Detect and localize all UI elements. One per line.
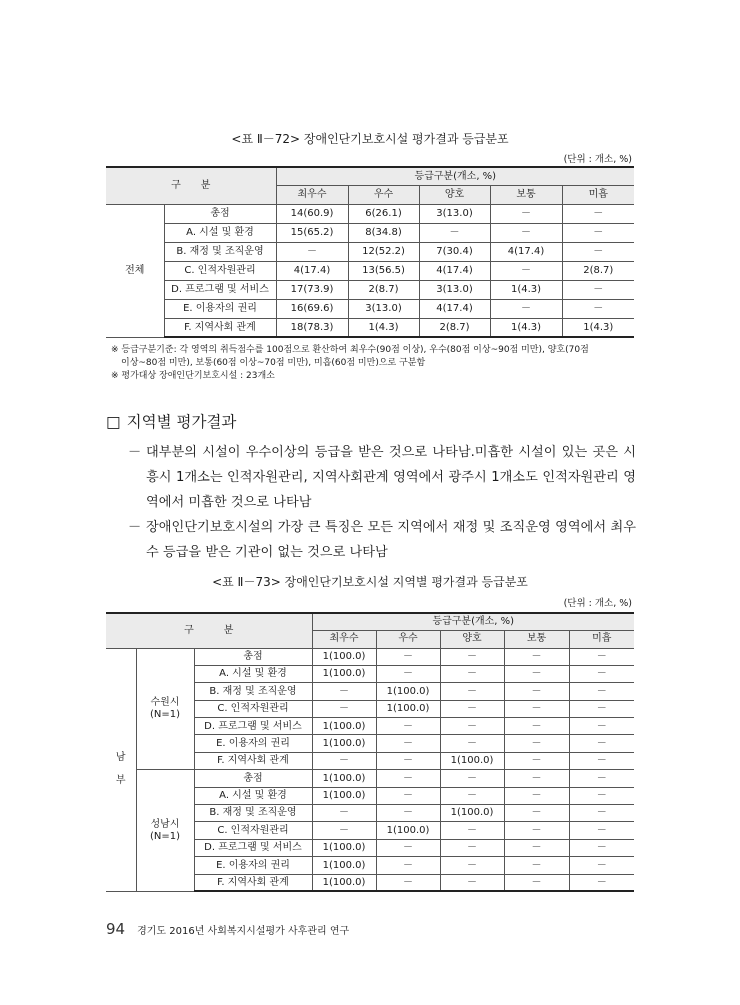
table-cell: 1(100.0) [312, 874, 376, 891]
table-cell: － [376, 648, 440, 665]
table-cell: － [569, 787, 634, 804]
table-cell: － [376, 718, 440, 735]
table-cell: 1(100.0) [312, 735, 376, 752]
table-cell: 1(100.0) [376, 700, 440, 717]
page-footer [106, 920, 349, 938]
table-cell: 6(26.1) [348, 204, 419, 223]
table-cell: － [376, 805, 440, 822]
bullet-item [128, 440, 636, 515]
table-cell: － [569, 683, 634, 700]
row-label: C. 인적자원관리 [194, 700, 312, 717]
table-cell: － [490, 223, 562, 242]
table-cell: － [276, 242, 348, 261]
table-cell: － [569, 770, 634, 787]
table-cell: 1(4.3) [490, 318, 562, 337]
section-title: 지역별 평가결과 [126, 413, 237, 431]
table-cell: － [562, 299, 634, 318]
table-cell: － [569, 735, 634, 752]
table-cell: － [562, 280, 634, 299]
table-cell: － [504, 839, 569, 856]
row-group-label: 전체 [106, 204, 164, 337]
table-cell: － [490, 261, 562, 280]
table-row [106, 299, 634, 318]
table-cell: － [440, 735, 504, 752]
table-cell: － [376, 665, 440, 682]
table-cell: － [440, 839, 504, 856]
table-cell: 2(8.7) [419, 318, 490, 337]
table-cell: － [569, 857, 634, 874]
table-cell: － [569, 822, 634, 839]
row-label: C. 인적자원관리 [194, 822, 312, 839]
bullet-text: 대부분의 시설이 우수이상의 등급을 받은 것으로 나타남.미흡한 시설이 있는 곳은 시흥시 1개소는 인적자원관리, 지역사회관계 영역에서 광주시 1개소도 인적자원관리 영역에서 미흡한 것으로 나타남 [146, 445, 636, 510]
table-cell: － [376, 787, 440, 804]
table-cell: － [504, 700, 569, 717]
table73-header-group: 구 분 [106, 613, 312, 648]
table72-header-grade: 우수 [348, 185, 419, 204]
row-label: D. 프로그램 및 서비스 [194, 839, 312, 856]
table-cell: 1(100.0) [312, 718, 376, 735]
table-cell: － [376, 857, 440, 874]
table72 [106, 166, 634, 338]
row-label: E. 이용자의 권리 [194, 735, 312, 752]
table-cell: － [376, 752, 440, 769]
table-cell: 1(4.3) [562, 318, 634, 337]
table-cell: － [562, 204, 634, 223]
table72-header-grade: 최우수 [276, 185, 348, 204]
table-row [106, 261, 634, 280]
table-cell: 7(30.4) [419, 242, 490, 261]
table-cell: － [440, 770, 504, 787]
table-cell: － [419, 223, 490, 242]
page-number: 94 [106, 920, 126, 938]
table-cell: 1(100.0) [312, 787, 376, 804]
row-label: E. 이용자의 권리 [194, 857, 312, 874]
table-cell: 4(17.4) [490, 242, 562, 261]
table-cell: － [440, 787, 504, 804]
row-label: A. 시설 및 환경 [164, 223, 276, 242]
table-cell: － [569, 874, 634, 891]
table72-header-grade-group: 등급구분(개소, %) [276, 167, 634, 185]
table-cell: － [504, 735, 569, 752]
table-cell: 1(100.0) [376, 683, 440, 700]
table73 [106, 612, 634, 892]
table73-header-grade: 미흡 [569, 630, 634, 648]
table-row [106, 242, 634, 261]
table-cell: 2(8.7) [348, 280, 419, 299]
table72-caption: <표 Ⅱ－72> 장애인단기보호시설 평가결과 등급분포 [231, 132, 509, 146]
table-cell: 2(8.7) [562, 261, 634, 280]
row-label: B. 재정 및 조직운영 [194, 683, 312, 700]
table-row [106, 223, 634, 242]
row-label: A. 시설 및 환경 [194, 787, 312, 804]
table72-notes [111, 344, 631, 383]
table-cell: － [504, 805, 569, 822]
table-cell: 16(69.6) [276, 299, 348, 318]
row-label: F. 지역사회 관계 [194, 874, 312, 891]
table72-header-grade: 보통 [490, 185, 562, 204]
table-row [106, 204, 634, 223]
table-cell: 14(60.9) [276, 204, 348, 223]
table73-header-grade: 양호 [440, 630, 504, 648]
table-cell: 1(100.0) [312, 857, 376, 874]
table-cell: － [569, 718, 634, 735]
table-cell: － [504, 822, 569, 839]
table-cell: － [376, 770, 440, 787]
city-label: 수원시 (N=1) [136, 648, 194, 770]
table-cell: － [504, 857, 569, 874]
table-cell: － [569, 805, 634, 822]
row-label: E. 이용자의 권리 [164, 299, 276, 318]
table-cell: － [440, 665, 504, 682]
table-cell: － [504, 752, 569, 769]
table-cell: 1(100.0) [440, 805, 504, 822]
table-cell: － [440, 718, 504, 735]
table73-header-grade-group: 등급구분(개소, %) [312, 613, 634, 630]
table-cell: － [440, 683, 504, 700]
table-cell: － [569, 648, 634, 665]
table-cell: － [569, 752, 634, 769]
row-label: B. 재정 및 조직운영 [194, 805, 312, 822]
row-label: D. 프로그램 및 서비스 [194, 718, 312, 735]
table72-note: 이상~80점 미만), 보통(60점 이상~70점 미만), 미흡(60점 미만)으로 구분함 [121, 358, 426, 368]
table-cell: 3(13.0) [348, 299, 419, 318]
table-cell: － [504, 874, 569, 891]
section-heading [106, 410, 236, 432]
table-cell: － [569, 839, 634, 856]
table73-header-grade: 우수 [376, 630, 440, 648]
row-label: 총점 [194, 648, 312, 665]
table-row [106, 318, 634, 337]
table-row [106, 648, 634, 665]
row-label: C. 인적자원관리 [164, 261, 276, 280]
table-cell: － [440, 822, 504, 839]
row-label: B. 재정 및 조직운영 [164, 242, 276, 261]
table-cell: － [562, 223, 634, 242]
table72-header-group: 구 분 [106, 167, 276, 204]
table-cell: 3(13.0) [419, 280, 490, 299]
table72-header-grade: 양호 [419, 185, 490, 204]
city-label: 성남시 (N=1) [136, 770, 194, 892]
table-cell: － [312, 683, 376, 700]
table-cell: 1(100.0) [312, 648, 376, 665]
table-cell: － [440, 648, 504, 665]
table-cell: － [490, 204, 562, 223]
table73-header-grade: 보통 [504, 630, 569, 648]
table-cell: － [490, 299, 562, 318]
table72-unit: (단위 : 개소, %) [563, 154, 632, 165]
table-cell: － [376, 735, 440, 752]
table-cell: － [569, 700, 634, 717]
table72-header-grade: 미흡 [562, 185, 634, 204]
table-cell: 4(17.4) [276, 261, 348, 280]
table-cell: － [440, 700, 504, 717]
table-cell: 15(65.2) [276, 223, 348, 242]
table-cell: － [312, 822, 376, 839]
table-cell: 1(4.3) [348, 318, 419, 337]
table-cell: － [440, 874, 504, 891]
table-cell: 12(52.2) [348, 242, 419, 261]
checkbox-square-icon: □ [106, 413, 121, 431]
table-cell: － [312, 752, 376, 769]
table-cell: － [504, 718, 569, 735]
table-cell: 4(17.4) [419, 299, 490, 318]
row-label: F. 지역사회 관계 [194, 752, 312, 769]
table73-caption: <표 Ⅱ－73> 장애인단기보호시설 지역별 평가결과 등급분포 [212, 575, 528, 589]
dash-icon: － [128, 520, 142, 535]
bullet-item [128, 515, 636, 565]
table-cell: 1(100.0) [440, 752, 504, 769]
table-cell: － [504, 648, 569, 665]
table-cell: － [312, 700, 376, 717]
table72-note: ※ 등급구분기준: 각 영역의 취득점수를 100점으로 환산하여 최우수(90점 이상), 우수(80점 이상~90점 미만), 양호(70점 [111, 345, 589, 355]
table-cell: － [562, 242, 634, 261]
table73-header-grade: 최우수 [312, 630, 376, 648]
table-cell: 1(100.0) [376, 822, 440, 839]
table-cell: 18(78.3) [276, 318, 348, 337]
table-cell: 8(34.8) [348, 223, 419, 242]
table-cell: － [376, 839, 440, 856]
dash-icon: － [128, 445, 142, 460]
row-label: 총점 [194, 770, 312, 787]
table-cell: 17(73.9) [276, 280, 348, 299]
row-label: F. 지역사회 관계 [164, 318, 276, 337]
table-cell: 1(100.0) [312, 839, 376, 856]
table-cell: 1(4.3) [490, 280, 562, 299]
table-cell: 1(100.0) [312, 770, 376, 787]
table-cell: － [504, 770, 569, 787]
table-cell: 1(100.0) [312, 665, 376, 682]
row-label: D. 프로그램 및 서비스 [164, 280, 276, 299]
running-title: 경기도 2016년 사회복지시설평가 사후관리 연구 [137, 926, 350, 937]
row-label: 총점 [164, 204, 276, 223]
table-cell: 13(56.5) [348, 261, 419, 280]
table72-note: ※ 평가대상 장애인단기보호시설 : 23개소 [111, 371, 275, 381]
table-cell: 3(13.0) [419, 204, 490, 223]
bullet-list [128, 440, 636, 565]
bullet-text: 장애인단기보호시설의 가장 큰 특징은 모든 지역에서 재정 및 조직운영 영역에서 최우수 등급을 받은 기관이 없는 것으로 나타남 [146, 520, 636, 560]
table-row [106, 280, 634, 299]
table73-unit: (단위 : 개소, %) [563, 598, 632, 609]
table-cell: 4(17.4) [419, 261, 490, 280]
table-cell: － [569, 665, 634, 682]
table-cell: － [376, 874, 440, 891]
table-cell: － [504, 787, 569, 804]
table-cell: － [504, 665, 569, 682]
table-row [106, 770, 634, 787]
table-cell: － [312, 805, 376, 822]
table-cell: － [504, 683, 569, 700]
region-label: 남 부 [106, 648, 136, 891]
table-cell: － [440, 857, 504, 874]
row-label: A. 시설 및 환경 [194, 665, 312, 682]
